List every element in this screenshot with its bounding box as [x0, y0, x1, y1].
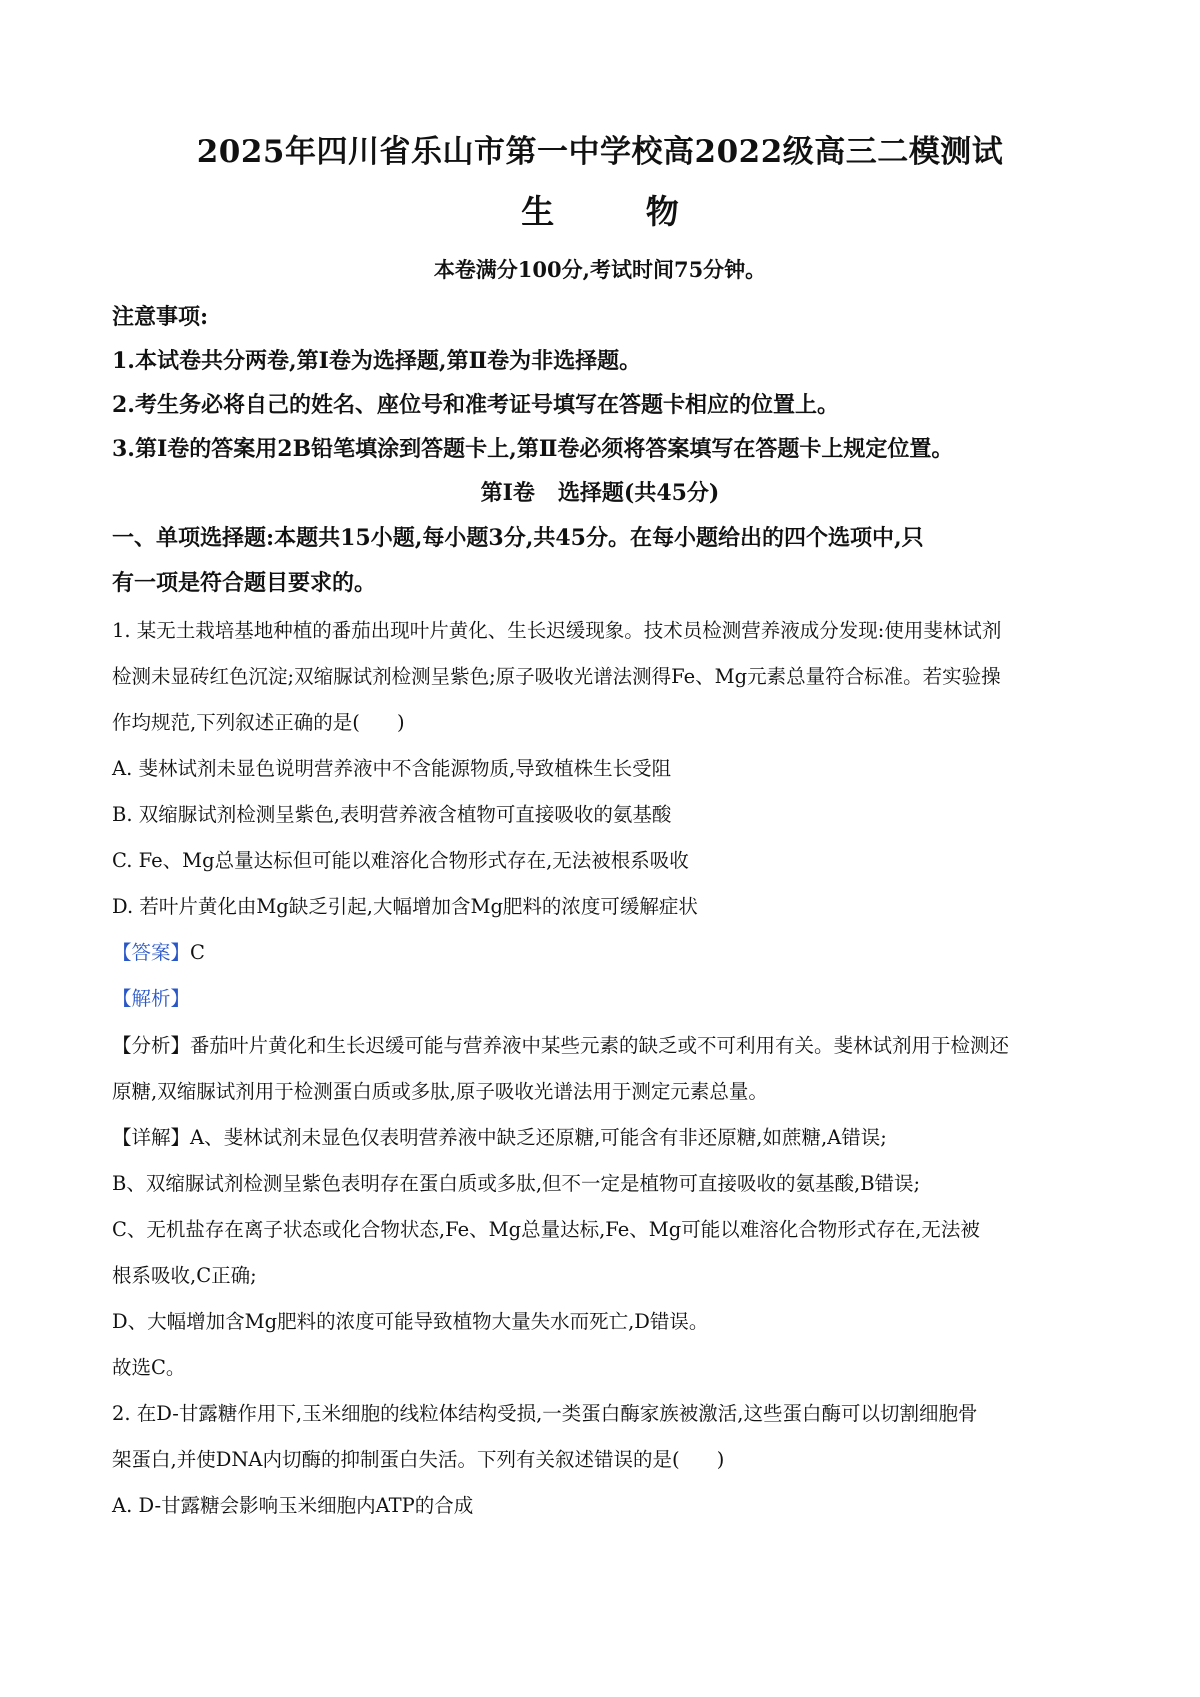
subject-title: 生 物 — [521, 192, 719, 231]
explanation-line: C、无机盐存在离子状态或化合物状态,Fe、Mg总量达标,Fe、Mg可能以难溶化合物形式存在,无法被 — [112, 1218, 980, 1241]
question-1-stem: 1. 某无土栽培基地种植的番茄出现叶片黄化、生长迟缓现象。技术员检测营养液成分发现:使用斐林试剂 — [112, 619, 1002, 642]
explanation-line: 【分析】番茄叶片黄化和生长迟缓可能与营养液中某些元素的缺乏或不可利用有关。斐林试剂用于检测还 — [112, 1034, 1010, 1057]
explanation-line: 原糖,双缩脲试剂用于检测蛋白质或多肽,原子吸收光谱法用于测定元素总量。 — [112, 1080, 768, 1103]
option-b: B. 双缩脲试剂检测呈紫色,表明营养液含植物可直接吸收的氨基酸 — [112, 803, 672, 826]
exam-title: 2025年四川省乐山市第一中学校高2022级高三二模测试 — [196, 134, 1004, 170]
analysis-label: 【解析】 — [112, 987, 191, 1010]
note-item: 2.考生务必将自己的姓名、座位号和准考证号填写在答题卡相应的位置上。 — [112, 392, 839, 418]
answer-value: C — [190, 941, 205, 964]
option-c: C. Fe、Mg总量达标但可能以难溶化合物形式存在,无法被根系吸收 — [112, 849, 689, 872]
answer-label: 【答案】 — [112, 941, 191, 964]
explanation-line: D、大幅增加含Mg肥料的浓度可能导致植物大量失水而死亡,D错误。 — [112, 1310, 709, 1333]
question-1-stem: 作均规范,下列叙述正确的是( ) — [112, 711, 405, 734]
question-2-stem: 2. 在D-甘露糖作用下,玉米细胞的线粒体结构受损,一类蛋白酶家族被激活,这些蛋白酶可以切割细胞骨 — [112, 1402, 978, 1425]
note-item: 3.第Ⅰ卷的答案用2B铅笔填涂到答题卡上,第Ⅱ卷必须将答案填写在答题卡上规定位置。 — [112, 436, 954, 462]
section-instruction: 一、单项选择题:本题共15小题,每小题3分,共45分。在每小题给出的四个选项中,只 — [112, 525, 924, 551]
answer-line — [112, 937, 205, 965]
section-instruction: 有一项是符合题目要求的。 — [112, 570, 377, 596]
question-1-stem: 检测未显砖红色沉淀;双缩脲试剂检测呈紫色;原子吸收光谱法测得Fe、Mg元素总量符合标准。若实验操 — [112, 665, 1001, 688]
section-title: 第Ⅰ卷 选择题(共45分) — [480, 480, 720, 506]
explanation-line: 根系吸收,C正确; — [112, 1264, 257, 1287]
explanation-line: 故选C。 — [112, 1356, 186, 1379]
note-item: 1.本试卷共分两卷,第Ⅰ卷为选择题,第Ⅱ卷为非选择题。 — [112, 348, 642, 374]
option-d: D. 若叶片黄化由Mg缺乏引起,大幅增加含Mg肥料的浓度可缓解症状 — [112, 895, 698, 918]
notes-heading: 注意事项: — [112, 304, 209, 330]
exam-meta: 本卷满分100分,考试时间75分钟。 — [433, 257, 767, 282]
explanation-line: B、双缩脲试剂检测呈紫色表明存在蛋白质或多肽,但不一定是植物可直接吸收的氨基酸,B错误; — [112, 1172, 921, 1195]
question-2-stem: 架蛋白,并使DNA内切酶的抑制蛋白失活。下列有关叙述错误的是( ) — [112, 1448, 725, 1471]
option-a: A. D-甘露糖会影响玉米细胞内ATP的合成 — [112, 1494, 474, 1517]
explanation-line: 【详解】A、斐林试剂未显色仅表明营养液中缺乏还原糖,可能含有非还原糖,如蔗糖,A错误; — [112, 1126, 887, 1149]
option-a: A. 斐林试剂未显色说明营养液中不含能源物质,导致植株生长受阻 — [112, 757, 672, 780]
